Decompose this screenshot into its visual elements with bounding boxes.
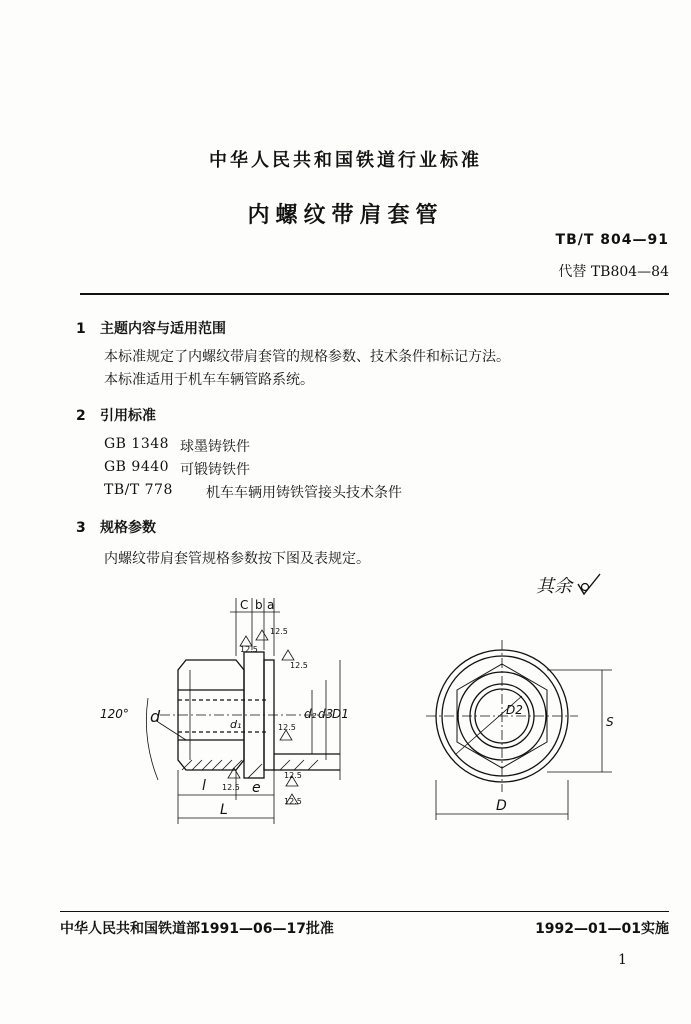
dim-S-label: S [606, 715, 614, 729]
section-3-heading [76, 517, 156, 537]
issuing-organization: 中华人民共和国铁道行业标准 [209, 150, 482, 171]
effective-date: 1992—01—01实施 [535, 921, 669, 937]
end-view-drawing [426, 630, 626, 830]
section-3-paragraph-1: 内螺纹带肩套管规格参数按下图及表规定。 [104, 551, 370, 567]
dim-l-label: l [202, 778, 206, 794]
approval-line: 中华人民共和国铁道部1991—06—17批准 [60, 921, 334, 937]
angle-label: 120° [100, 707, 129, 721]
section-3-number: 3 [76, 520, 86, 536]
section-1-number: 1 [76, 321, 86, 337]
document-title: 内螺纹带肩套管 [247, 203, 444, 228]
dim-d3-label: d3 [318, 707, 334, 721]
section-2-heading [76, 405, 156, 425]
thread-label: d [150, 707, 161, 726]
dim-a-label: a [267, 598, 275, 612]
reference-item [104, 459, 250, 479]
section-1-paragraph-1: 本标准规定了内螺纹带肩套管的规格参数、技术条件和标记方法。 [104, 349, 510, 365]
side-section-drawing [90, 590, 370, 830]
header-rule [80, 293, 669, 295]
section-2-title: 引用标准 [100, 408, 156, 424]
roughness-value: 12.5 [270, 627, 288, 636]
section-1-title: 主题内容与适用范围 [100, 321, 226, 337]
dim-D1-label: D1 [332, 707, 349, 721]
roughness-value: 12.5 [240, 645, 258, 654]
handwritten-note: 其余 [536, 576, 572, 597]
standard-code: TB/T 804—91 [555, 232, 669, 248]
section-1-heading [76, 318, 226, 338]
reference-code: GB 1348 [104, 436, 170, 452]
section-1-paragraph-2: 本标准适用于机车车辆管路系统。 [104, 372, 314, 388]
footer-rule [60, 911, 669, 912]
section-2-number: 2 [76, 408, 86, 424]
reference-item [104, 482, 402, 502]
roughness-value: 12.5 [290, 661, 308, 670]
roughness-symbol-icon [574, 570, 606, 600]
section-3-title: 规格参数 [100, 520, 156, 536]
reference-item [104, 436, 250, 456]
dim-D-label: D [496, 798, 507, 814]
dim-L-label: L [220, 802, 228, 818]
dim-b-label: b [255, 598, 263, 612]
replaces-standard: 代替 TB804—84 [558, 264, 669, 280]
roughness-value: 12.5 [284, 771, 302, 780]
reference-name: 可锻铸铁件 [180, 462, 250, 478]
roughness-value: 12.5 [278, 723, 296, 732]
roughness-value: 12.5 [222, 783, 240, 792]
roughness-value: 12.5 [284, 797, 302, 806]
dim-d1-label: d₁ [230, 718, 242, 731]
page-number: 1 [618, 952, 627, 968]
dim-D2-label: D2 [506, 703, 523, 717]
dim-d2-label: d₂ [304, 707, 317, 721]
dim-e-label: e [252, 780, 261, 796]
dim-c-label: C [240, 598, 249, 612]
reference-name: 球墨铸铁件 [180, 439, 250, 455]
reference-code: TB/T 778 [104, 482, 173, 498]
reference-name: 机车车辆用铸铁管接头技术条件 [206, 485, 402, 501]
reference-code: GB 9440 [104, 459, 170, 475]
